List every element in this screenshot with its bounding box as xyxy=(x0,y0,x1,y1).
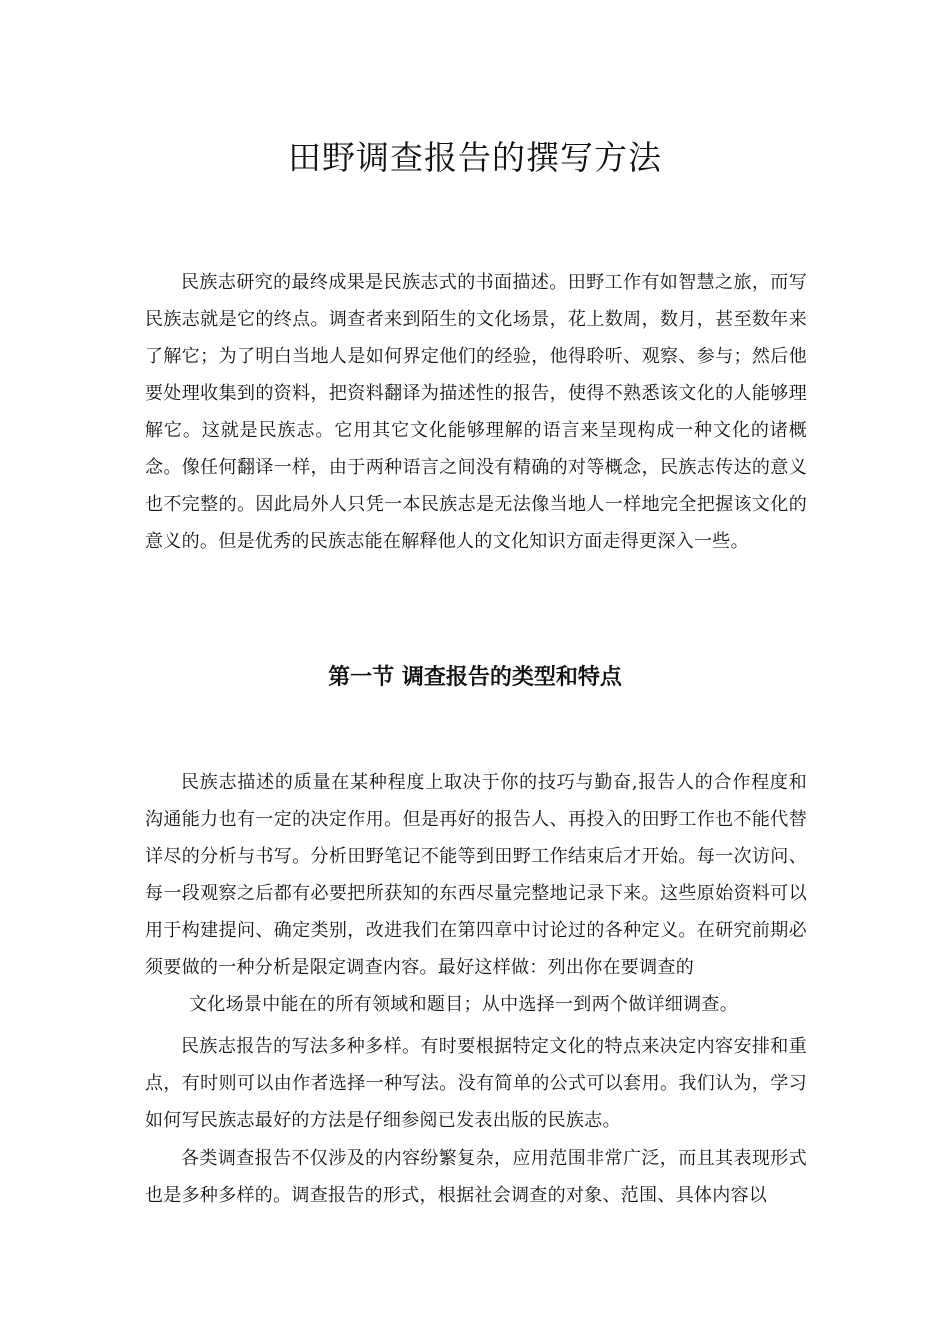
section-heading: 第一节 调查报告的类型和特点 xyxy=(328,665,622,690)
section-paragraph-3: 各类调查报告不仅涉及的内容纷繁复杂，应用范围非常广泛，而且其表现形式也是多种多样的。调查报告的形式，根据社会调查的对象、范围、具体内容以 xyxy=(145,1148,807,1206)
section-paragraph-1-tail: 文化场景中能在的所有领域和题目；从中选择一到两个做详细调查。 xyxy=(189,994,738,1015)
section-paragraph-1: 民族志描述的质量在某种程度上取决于你的技巧与勤奋,报告人的合作程度和沟通能力也有一定的决定作用。但是再好的报告人、再投入的田野工作也不能代替详尽的分析与书写。分析田野笔记不能等到田野工作结束后才开始。每一次访问、每一段观察之后都有必要把所获知的东西尽量完整地记录下来。这些原始资料可以用于构建提问、确定类别，改进我们在第四章中讨论过的各种定义。在研究前期必须要做的一种分析是限定调查内容。最好这样做：列出你在要调查的 xyxy=(145,772,807,978)
document-title: 田野调查报告的撰写方法 xyxy=(288,138,662,177)
section-paragraph-2: 民族志报告的写法多种多样。有时要根据特定文化的特点来决定内容安排和重点，有时则可以由作者选择一种写法。没有简单的公式可以套用。我们认为，学习如何写民族志最好的方法是仔细参阅已发表出版的民族志。 xyxy=(145,1036,807,1131)
intro-paragraph: 民族志研究的最终成果是民族志式的书面描述。田野工作有如智慧之旅，而写民族志就是它的终点。调查者来到陌生的文化场景，花上数周，数月，甚至数年来了解它；为了明白当地人是如何界定他们的经验，他得聆听、观察、参与；然后他要处理收集到的资料，把资料翻译为描述性的报告，使得不熟悉该文化的人能够理解它。这就是民族志。它用其它文化能够理解的语言来呈现构成一种文化的诸概念。像任何翻译一样，由于两种语言之间没有精确的对等概念，民族志传达的意义也不完整的。因此局外人只凭一本民族志是无法像当地人一样地完全把握该文化的意义的。但是优秀的民族志能在解释他人的文化知识方面走得更深入一些。 xyxy=(145,272,807,552)
